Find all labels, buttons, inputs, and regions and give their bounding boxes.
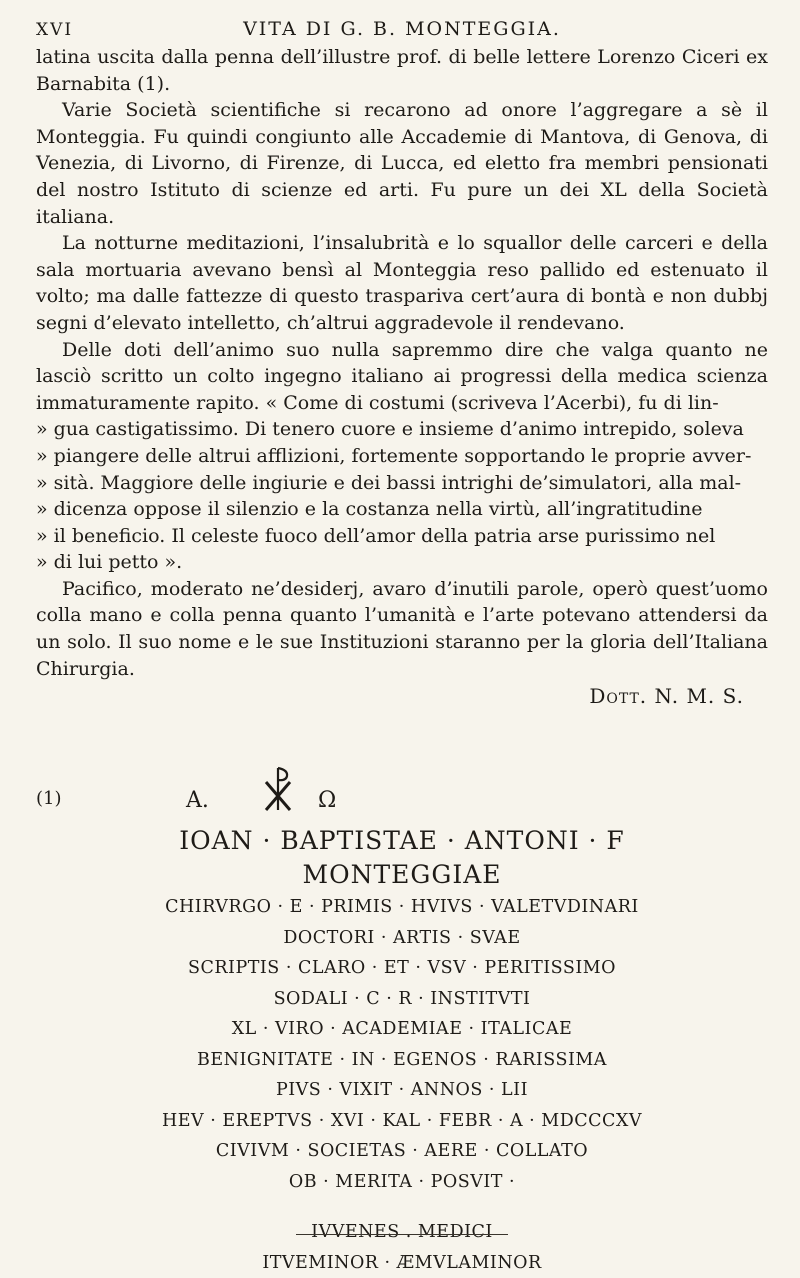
signature: Dott. N. M. S. [36, 684, 768, 708]
quote-line: » sità. Maggiore delle ingiurie e dei bassi intrighi de’simulatori, alla mal- [36, 470, 768, 497]
main-text [36, 44, 768, 682]
page-number: XVI [36, 20, 73, 40]
inscription-line: ITVEMINOR · ÆMVLAMINOR [36, 1248, 768, 1278]
inscription-line: PIVS · VIXIT · ANNOS · LII [36, 1075, 768, 1106]
chi-rho-icon [258, 764, 298, 814]
epitaph-symbols [186, 764, 386, 814]
inscription-line: MONTEGGIAE [36, 858, 768, 892]
inscription-line: DOCTORI · ARTIS · SVAE [36, 923, 768, 954]
inscription-line: SCRIPTIS · CLARO · ET · VSV · PERITISSIMO [36, 953, 768, 984]
inscription-line: CIVIVM · SOCIETAS · AERE · COLLATO [36, 1136, 768, 1167]
paragraph: Delle doti dell’animo suo nulla sapremmo dire che valga quanto ne lasciò scritto un colto ingegno italiano ai progressi della medica scienza immaturamente rapito. « Come di costumi (scriveva l’Acerbi), fu di lin- [36, 337, 768, 417]
book-page [36, 14, 768, 708]
inscription-line: CHIRVRGO · E · PRIMIS · HVIVS · VALETVDINARI [36, 892, 768, 923]
divider [296, 1234, 508, 1235]
omega-symbol: Ω [318, 788, 336, 813]
inscription-line: BENIGNITATE · IN · EGENOS · RARISSIMA [36, 1045, 768, 1076]
footnote-marker: (1) [36, 788, 62, 809]
inscription-line: OB · MERITA · POSVIT · [36, 1167, 768, 1198]
inscription-line: IVVENES . MEDICI [36, 1217, 768, 1248]
running-title: VITA DI G. B. MONTEGGIA. [36, 18, 768, 40]
epitaph-inscription [36, 824, 768, 1278]
paragraph: La notturne meditazioni, l’insalubrità e lo squallor delle carceri e della sala mortuaria avevano bensì al Monteggia reso pallido ed estenuato il volto; ma dalle fattezze di questo traspariva cert’aura di bontà e non dubbj segni d’elevato intelletto, ch’altrui aggradevole il rendevano. [36, 230, 768, 336]
inscription-line: IOAN · BAPTISTAE · ANTONI · F [36, 824, 768, 858]
alpha-symbol: A. [186, 788, 209, 813]
quote-line: » gua castigatissimo. Di tenero cuore e insieme d’animo intrepido, soleva [36, 416, 768, 443]
quote-line: » dicenza oppose il silenzio e la costanza nella virtù, all’ingratitudine [36, 496, 768, 523]
paragraph: Pacifico, moderato ne’desiderj, avaro d’inutili parole, operò quest’uomo colla mano e colla penna quanto l’umanità e l’arte potevano attendersi da un solo. Il suo nome e le sue Instituzioni staranno per la gloria dell’Italiana Chirurgia. [36, 576, 768, 682]
inscription-line: XL · VIRO · ACADEMIAE · ITALICAE [36, 1014, 768, 1045]
paragraph: latina uscita dalla penna dell’illustre prof. di belle lettere Lorenzo Ciceri ex Barnabita (1). [36, 44, 768, 97]
quote-line: » di lui petto ». [36, 549, 768, 576]
quote-line: » il beneficio. Il celeste fuoco dell’amor della patria arse purissimo nel [36, 523, 768, 550]
page-header [36, 14, 768, 44]
inscription-line: HEV · EREPTVS · XVI · KAL · FEBR · A · MDCCCXV [36, 1106, 768, 1137]
quote-line: » piangere delle altrui afflizioni, fortemente sopportando le proprie avver- [36, 443, 768, 470]
inscription-line: SODALI · C · R · INSTITVTI [36, 984, 768, 1015]
paragraph: Varie Società scientifiche si recarono ad onore l’aggregare a sè il Monteggia. Fu quindi congiunto alle Accademie di Mantova, di Genova, di Venezia, di Livorno, di Firenze, di Lucca, ed eletto fra membri pensionati del nostro Istituto di scienze ed arti. Fu pure un dei XL della Società italiana. [36, 97, 768, 230]
